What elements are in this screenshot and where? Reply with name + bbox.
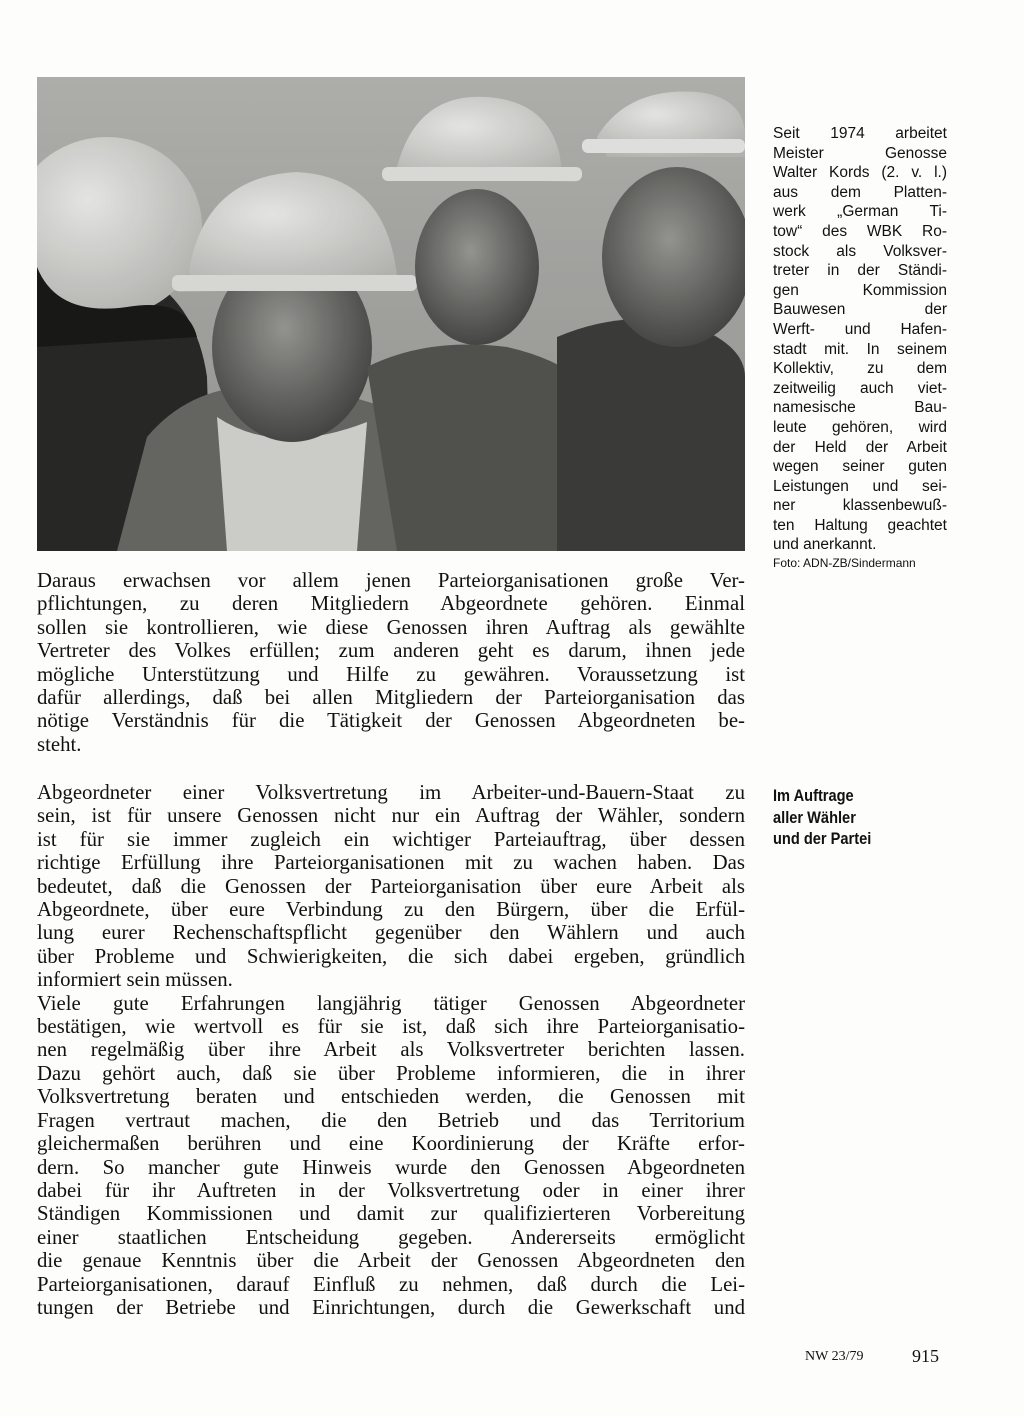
text-line: Daraus erwachsen vor allem jenen Parteiorganisationen große Ver- bbox=[37, 569, 745, 592]
text-line: gleichermaßen berühren und eine Koordinierung der Kräfte erfor- bbox=[37, 1132, 745, 1156]
paragraph-2 bbox=[37, 781, 745, 1319]
text-line: pflichtungen, zu deren Mitgliedern Abgeordnete gehören. Einmal bbox=[37, 592, 745, 616]
text-line: nen regelmäßig über ihre Arbeit als Volksvertreter berichten lassen. bbox=[37, 1038, 745, 1062]
text-line: nötige Verständnis für die Tätigkeit der Genossen Abgeordneten be- bbox=[37, 709, 745, 733]
text-line: dern. So mancher gute Hinweis wurde den Genossen Abgeordneten bbox=[37, 1155, 745, 1179]
text-line: bedeutet, daß die Genossen der Parteiorganisation über eure Arbeit als bbox=[37, 874, 745, 898]
text-line: tungen der Betriebe und Einrichtungen, durch die Gewerkschaft und bbox=[37, 1295, 745, 1319]
text-line: Vertreter des Volkes erfüllen; zum anderen geht es darum, ihnen jede bbox=[37, 639, 745, 663]
text-line: dafür allerdings, daß bei allen Mitgliedern der Parteiorganisation das bbox=[37, 686, 745, 710]
text-line: Dazu gehört auch, daß sie über Probleme informieren, die in ihrer bbox=[37, 1061, 745, 1085]
caption-line: Walter Kords (2. v. l.) bbox=[773, 164, 947, 182]
text-line: Abgeordneter einer Volksvertretung im Arbeiter-und-Bauern-Staat zu bbox=[37, 781, 745, 804]
text-line: Parteiorganisationen, darauf Einfluß zu nehmen, daß durch die Lei- bbox=[37, 1272, 745, 1296]
text-line: über Probleme und Schwierigkeiten, die sich dabei ergeben, gründlich bbox=[37, 944, 745, 968]
caption-line: Bauwesen der bbox=[773, 301, 947, 319]
caption-line: Seit 1974 arbeitet bbox=[773, 125, 947, 142]
paragraph-1 bbox=[37, 569, 745, 756]
caption-line: ten Haltung geachtet bbox=[773, 516, 947, 534]
photo-caption bbox=[773, 124, 947, 571]
caption-line: namesische Bau- bbox=[773, 399, 947, 417]
side-heading-line: aller Wähler bbox=[773, 807, 856, 827]
text-line: Volksvertretung beraten und entschieden werden, die Genossen mit bbox=[37, 1085, 745, 1109]
caption-line: wegen seiner guten bbox=[773, 458, 947, 476]
text-line: informiert sein müssen. bbox=[37, 968, 233, 992]
caption-line: Werft- und Hafen- bbox=[773, 320, 947, 338]
caption-line: und anerkannt. bbox=[773, 536, 877, 554]
page-number: 915 bbox=[912, 1346, 939, 1366]
text-line: ist für sie immer zugleich ein wichtiger Parteiauftrag, über dessen bbox=[37, 827, 745, 851]
side-heading-line: und der Partei bbox=[773, 829, 872, 848]
photo-credit: Foto: ADN-ZB/Sindermann bbox=[773, 556, 916, 571]
text-line: steht. bbox=[37, 732, 82, 756]
text-line: richtige Erfüllung ihre Parteiorganisationen mit zu wachen haben. Das bbox=[37, 851, 745, 875]
caption-line: zeitweilig auch viet- bbox=[773, 379, 947, 397]
caption-line: ner klassenbewuß- bbox=[773, 497, 947, 515]
side-heading-line: Im Auftrage bbox=[773, 786, 854, 805]
text-line: Fragen vertraut machen, die den Betrieb und das Territorium bbox=[37, 1108, 745, 1132]
text-line: sein, ist für unsere Genossen nicht nur ein Auftrag der Wähler, sondern bbox=[37, 804, 745, 828]
text-line: mögliche Unterstützung und Hilfe zu gewähren. Voraussetzung ist bbox=[37, 662, 745, 686]
text-line: bestätigen, wie wertvoll es für sie ist, daß sich ihre Parteiorganisatio- bbox=[37, 1015, 745, 1039]
caption-line: der Held der Arbeit bbox=[773, 438, 947, 456]
text-line: Abgeordnete, über eure Verbindung zu den Bürgern, über die Erfül- bbox=[37, 898, 745, 922]
issue-label: NW 23/79 bbox=[805, 1349, 864, 1364]
caption-line: leute gehören, wird bbox=[773, 418, 947, 436]
text-line: lung eurer Rechenschaftspflicht gegenüber den Wählern und auch bbox=[37, 921, 745, 945]
text-line: die genaue Kenntnis über die Arbeit der Genossen Abgeordneten den bbox=[37, 1249, 745, 1273]
caption-line: aus dem Platten- bbox=[773, 183, 947, 201]
photo-workers-hardhats bbox=[37, 77, 745, 551]
text-line: Viele gute Erfahrungen langjährig tätiger Genossen Abgeordneter bbox=[37, 991, 745, 1015]
caption-line: stock als Volksver- bbox=[773, 242, 947, 260]
caption-line: treter in der Ständi- bbox=[773, 262, 947, 280]
photo-illustration bbox=[37, 77, 745, 551]
text-line: dabei für ihr Auftreten in der Volksvertretung oder in einer ihrer bbox=[37, 1178, 745, 1202]
side-heading bbox=[773, 785, 919, 850]
caption-line: gen Kommission bbox=[773, 281, 947, 299]
text-line: sollen sie kontrollieren, wie diese Genossen ihren Auftrag als gewählte bbox=[37, 615, 745, 639]
caption-line: Kollektiv, zu dem bbox=[773, 360, 947, 378]
caption-line: tow“ des WBK Ro- bbox=[773, 222, 947, 240]
caption-line: Leistungen und sei- bbox=[773, 477, 947, 495]
text-line: einer staatlichen Entscheidung gegeben. Andererseits ermöglicht bbox=[37, 1225, 745, 1249]
caption-line: stadt mit. In seinem bbox=[773, 340, 947, 358]
text-line: Ständigen Kommissionen und damit zur qualifizierteren Vorbereitung bbox=[37, 1202, 745, 1226]
caption-line: Meister Genosse bbox=[773, 144, 947, 162]
caption-line: werk „German Ti- bbox=[773, 203, 947, 221]
